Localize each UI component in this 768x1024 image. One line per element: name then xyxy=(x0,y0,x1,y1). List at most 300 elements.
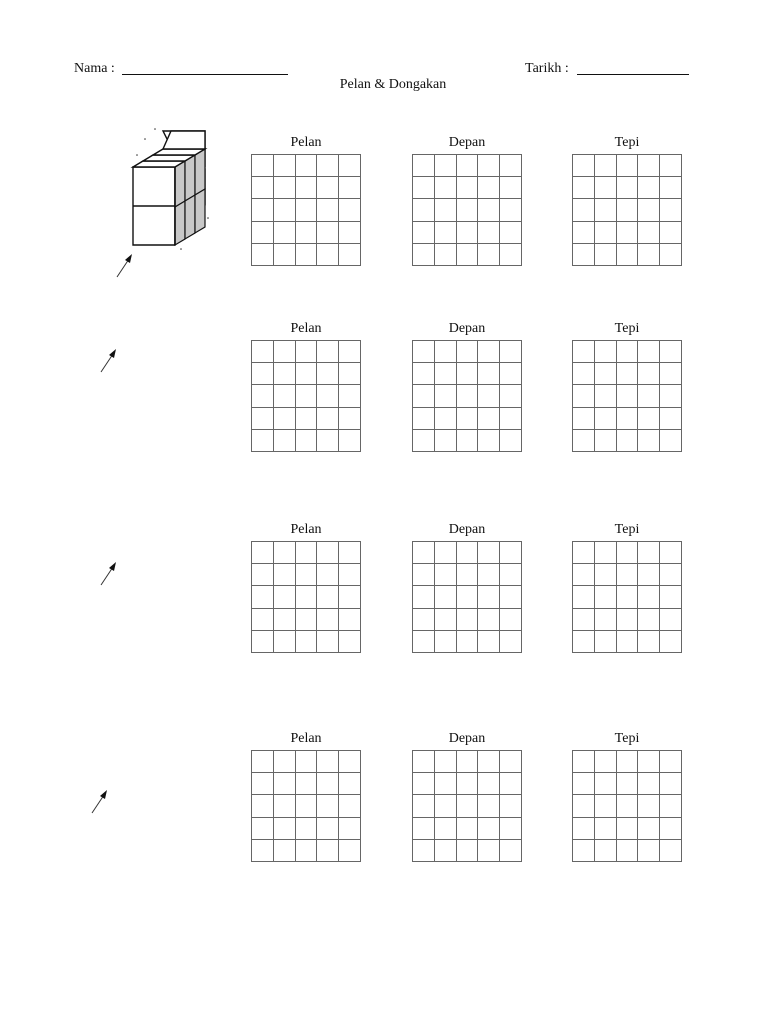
grid-cell[interactable] xyxy=(274,363,296,385)
grid-cell[interactable] xyxy=(457,155,479,177)
grid-cell[interactable] xyxy=(573,751,595,773)
grid-cell[interactable] xyxy=(435,244,457,266)
grid-cell[interactable] xyxy=(274,341,296,363)
grid-cell[interactable] xyxy=(457,341,479,363)
grid-cell[interactable] xyxy=(595,609,617,631)
grid-cell[interactable] xyxy=(339,408,361,430)
grid-cell[interactable] xyxy=(617,385,639,407)
grid-cell[interactable] xyxy=(638,818,660,840)
grid-cell[interactable] xyxy=(413,363,435,385)
grid-cell[interactable] xyxy=(457,586,479,608)
grid-depan[interactable] xyxy=(412,541,522,653)
grid-cell[interactable] xyxy=(617,222,639,244)
grid-cell[interactable] xyxy=(296,795,318,817)
grid-cell[interactable] xyxy=(274,773,296,795)
grid-cell[interactable] xyxy=(457,363,479,385)
grid-cell[interactable] xyxy=(638,586,660,608)
grid-cell[interactable] xyxy=(252,430,274,452)
grid-cell[interactable] xyxy=(595,430,617,452)
grid-cell[interactable] xyxy=(296,199,318,221)
grid-cell[interactable] xyxy=(252,155,274,177)
grid-cell[interactable] xyxy=(457,408,479,430)
grid-cell[interactable] xyxy=(274,818,296,840)
grid-cell[interactable] xyxy=(252,795,274,817)
grid-cell[interactable] xyxy=(595,244,617,266)
grid-cell[interactable] xyxy=(573,222,595,244)
grid-cell[interactable] xyxy=(660,177,682,199)
grid-cell[interactable] xyxy=(638,773,660,795)
grid-cell[interactable] xyxy=(274,177,296,199)
grid-cell[interactable] xyxy=(638,564,660,586)
grid-cell[interactable] xyxy=(478,586,500,608)
grid-cell[interactable] xyxy=(413,341,435,363)
grid-cell[interactable] xyxy=(296,542,318,564)
grid-cell[interactable] xyxy=(478,795,500,817)
grid-cell[interactable] xyxy=(500,542,522,564)
grid-cell[interactable] xyxy=(595,199,617,221)
grid-cell[interactable] xyxy=(660,408,682,430)
grid-cell[interactable] xyxy=(296,609,318,631)
grid-cell[interactable] xyxy=(595,564,617,586)
grid-cell[interactable] xyxy=(638,430,660,452)
grid-cell[interactable] xyxy=(638,341,660,363)
grid-cell[interactable] xyxy=(595,363,617,385)
grid-cell[interactable] xyxy=(339,155,361,177)
grid-pelan[interactable] xyxy=(251,541,361,653)
grid-cell[interactable] xyxy=(339,840,361,862)
grid-tepi[interactable] xyxy=(572,750,682,862)
grid-cell[interactable] xyxy=(500,385,522,407)
grid-cell[interactable] xyxy=(435,631,457,653)
grid-cell[interactable] xyxy=(500,751,522,773)
grid-cell[interactable] xyxy=(478,363,500,385)
grid-cell[interactable] xyxy=(413,430,435,452)
grid-cell[interactable] xyxy=(296,363,318,385)
grid-cell[interactable] xyxy=(252,564,274,586)
grid-cell[interactable] xyxy=(500,430,522,452)
grid-cell[interactable] xyxy=(317,177,339,199)
grid-cell[interactable] xyxy=(478,244,500,266)
grid-cell[interactable] xyxy=(595,542,617,564)
grid-cell[interactable] xyxy=(478,385,500,407)
grid-cell[interactable] xyxy=(638,199,660,221)
grid-cell[interactable] xyxy=(252,244,274,266)
grid-cell[interactable] xyxy=(457,773,479,795)
grid-cell[interactable] xyxy=(413,222,435,244)
grid-cell[interactable] xyxy=(413,244,435,266)
grid-cell[interactable] xyxy=(339,586,361,608)
grid-cell[interactable] xyxy=(252,385,274,407)
grid-cell[interactable] xyxy=(638,222,660,244)
grid-cell[interactable] xyxy=(573,430,595,452)
grid-cell[interactable] xyxy=(660,564,682,586)
grid-cell[interactable] xyxy=(339,751,361,773)
grid-cell[interactable] xyxy=(457,564,479,586)
grid-cell[interactable] xyxy=(638,795,660,817)
grid-cell[interactable] xyxy=(660,363,682,385)
grid-cell[interactable] xyxy=(457,818,479,840)
grid-cell[interactable] xyxy=(296,341,318,363)
grid-cell[interactable] xyxy=(595,818,617,840)
grid-cell[interactable] xyxy=(660,155,682,177)
grid-cell[interactable] xyxy=(660,199,682,221)
grid-cell[interactable] xyxy=(617,586,639,608)
grid-cell[interactable] xyxy=(339,363,361,385)
grid-cell[interactable] xyxy=(457,177,479,199)
grid-cell[interactable] xyxy=(317,795,339,817)
grid-cell[interactable] xyxy=(573,818,595,840)
grid-cell[interactable] xyxy=(617,840,639,862)
grid-cell[interactable] xyxy=(252,341,274,363)
grid-pelan[interactable] xyxy=(251,340,361,452)
grid-cell[interactable] xyxy=(638,840,660,862)
grid-cell[interactable] xyxy=(478,341,500,363)
grid-cell[interactable] xyxy=(500,586,522,608)
grid-pelan[interactable] xyxy=(251,154,361,266)
grid-cell[interactable] xyxy=(274,586,296,608)
grid-cell[interactable] xyxy=(573,586,595,608)
grid-cell[interactable] xyxy=(252,177,274,199)
grid-cell[interactable] xyxy=(435,155,457,177)
grid-cell[interactable] xyxy=(500,177,522,199)
grid-cell[interactable] xyxy=(595,751,617,773)
grid-cell[interactable] xyxy=(595,773,617,795)
grid-cell[interactable] xyxy=(296,586,318,608)
grid-cell[interactable] xyxy=(573,199,595,221)
grid-cell[interactable] xyxy=(617,177,639,199)
grid-cell[interactable] xyxy=(252,631,274,653)
grid-cell[interactable] xyxy=(457,542,479,564)
grid-cell[interactable] xyxy=(478,818,500,840)
grid-cell[interactable] xyxy=(317,385,339,407)
grid-cell[interactable] xyxy=(274,244,296,266)
grid-tepi[interactable] xyxy=(572,340,682,452)
grid-cell[interactable] xyxy=(413,773,435,795)
grid-cell[interactable] xyxy=(660,795,682,817)
grid-cell[interactable] xyxy=(317,631,339,653)
grid-cell[interactable] xyxy=(573,795,595,817)
grid-cell[interactable] xyxy=(413,177,435,199)
grid-cell[interactable] xyxy=(478,751,500,773)
grid-cell[interactable] xyxy=(573,542,595,564)
grid-cell[interactable] xyxy=(478,773,500,795)
grid-cell[interactable] xyxy=(317,818,339,840)
grid-cell[interactable] xyxy=(296,818,318,840)
grid-cell[interactable] xyxy=(252,222,274,244)
grid-cell[interactable] xyxy=(660,751,682,773)
grid-cell[interactable] xyxy=(638,363,660,385)
grid-cell[interactable] xyxy=(617,542,639,564)
grid-cell[interactable] xyxy=(274,155,296,177)
grid-cell[interactable] xyxy=(274,609,296,631)
grid-cell[interactable] xyxy=(413,818,435,840)
grid-cell[interactable] xyxy=(317,430,339,452)
grid-cell[interactable] xyxy=(413,199,435,221)
grid-cell[interactable] xyxy=(617,609,639,631)
grid-cell[interactable] xyxy=(660,773,682,795)
grid-cell[interactable] xyxy=(617,244,639,266)
grid-cell[interactable] xyxy=(478,408,500,430)
grid-cell[interactable] xyxy=(252,586,274,608)
grid-cell[interactable] xyxy=(617,773,639,795)
grid-pelan[interactable] xyxy=(251,750,361,862)
grid-cell[interactable] xyxy=(339,542,361,564)
grid-cell[interactable] xyxy=(500,609,522,631)
grid-cell[interactable] xyxy=(274,408,296,430)
grid-cell[interactable] xyxy=(413,840,435,862)
grid-cell[interactable] xyxy=(660,222,682,244)
grid-cell[interactable] xyxy=(413,564,435,586)
grid-cell[interactable] xyxy=(413,385,435,407)
grid-cell[interactable] xyxy=(317,244,339,266)
grid-cell[interactable] xyxy=(500,341,522,363)
grid-cell[interactable] xyxy=(500,631,522,653)
grid-cell[interactable] xyxy=(457,222,479,244)
grid-cell[interactable] xyxy=(500,155,522,177)
grid-cell[interactable] xyxy=(296,773,318,795)
grid-cell[interactable] xyxy=(252,199,274,221)
grid-cell[interactable] xyxy=(296,385,318,407)
grid-cell[interactable] xyxy=(638,408,660,430)
grid-cell[interactable] xyxy=(296,840,318,862)
grid-cell[interactable] xyxy=(638,609,660,631)
grid-cell[interactable] xyxy=(274,222,296,244)
grid-cell[interactable] xyxy=(617,363,639,385)
grid-cell[interactable] xyxy=(595,631,617,653)
grid-cell[interactable] xyxy=(500,564,522,586)
grid-cell[interactable] xyxy=(573,244,595,266)
grid-cell[interactable] xyxy=(573,609,595,631)
grid-cell[interactable] xyxy=(435,341,457,363)
grid-cell[interactable] xyxy=(296,564,318,586)
grid-cell[interactable] xyxy=(317,155,339,177)
grid-cell[interactable] xyxy=(660,385,682,407)
grid-cell[interactable] xyxy=(252,840,274,862)
grid-cell[interactable] xyxy=(573,773,595,795)
grid-cell[interactable] xyxy=(435,818,457,840)
grid-cell[interactable] xyxy=(274,564,296,586)
grid-cell[interactable] xyxy=(660,631,682,653)
grid-cell[interactable] xyxy=(573,177,595,199)
grid-cell[interactable] xyxy=(500,363,522,385)
grid-cell[interactable] xyxy=(435,430,457,452)
grid-depan[interactable] xyxy=(412,340,522,452)
grid-cell[interactable] xyxy=(339,177,361,199)
grid-cell[interactable] xyxy=(617,408,639,430)
grid-cell[interactable] xyxy=(638,385,660,407)
grid-cell[interactable] xyxy=(573,631,595,653)
grid-cell[interactable] xyxy=(595,155,617,177)
grid-cell[interactable] xyxy=(317,751,339,773)
grid-cell[interactable] xyxy=(500,244,522,266)
grid-cell[interactable] xyxy=(435,751,457,773)
grid-cell[interactable] xyxy=(457,631,479,653)
grid-cell[interactable] xyxy=(317,609,339,631)
grid-cell[interactable] xyxy=(500,795,522,817)
grid-cell[interactable] xyxy=(317,341,339,363)
grid-cell[interactable] xyxy=(478,542,500,564)
grid-cell[interactable] xyxy=(617,631,639,653)
grid-cell[interactable] xyxy=(595,222,617,244)
grid-cell[interactable] xyxy=(252,818,274,840)
grid-cell[interactable] xyxy=(478,564,500,586)
date-field[interactable] xyxy=(577,74,689,75)
grid-cell[interactable] xyxy=(435,586,457,608)
grid-cell[interactable] xyxy=(317,199,339,221)
grid-cell[interactable] xyxy=(413,795,435,817)
grid-cell[interactable] xyxy=(435,564,457,586)
grid-cell[interactable] xyxy=(595,586,617,608)
grid-cell[interactable] xyxy=(660,586,682,608)
grid-depan[interactable] xyxy=(412,750,522,862)
grid-cell[interactable] xyxy=(573,564,595,586)
grid-cell[interactable] xyxy=(413,751,435,773)
grid-cell[interactable] xyxy=(573,840,595,862)
grid-cell[interactable] xyxy=(296,430,318,452)
grid-cell[interactable] xyxy=(413,609,435,631)
grid-cell[interactable] xyxy=(478,155,500,177)
grid-cell[interactable] xyxy=(252,773,274,795)
grid-cell[interactable] xyxy=(435,542,457,564)
grid-cell[interactable] xyxy=(573,363,595,385)
grid-depan[interactable] xyxy=(412,154,522,266)
grid-cell[interactable] xyxy=(274,385,296,407)
grid-cell[interactable] xyxy=(617,199,639,221)
grid-cell[interactable] xyxy=(478,631,500,653)
grid-tepi[interactable] xyxy=(572,154,682,266)
grid-cell[interactable] xyxy=(573,341,595,363)
grid-cell[interactable] xyxy=(435,222,457,244)
grid-cell[interactable] xyxy=(274,751,296,773)
grid-cell[interactable] xyxy=(317,542,339,564)
grid-cell[interactable] xyxy=(660,244,682,266)
grid-tepi[interactable] xyxy=(572,541,682,653)
grid-cell[interactable] xyxy=(500,773,522,795)
grid-cell[interactable] xyxy=(296,155,318,177)
grid-cell[interactable] xyxy=(435,385,457,407)
grid-cell[interactable] xyxy=(500,408,522,430)
grid-cell[interactable] xyxy=(317,840,339,862)
grid-cell[interactable] xyxy=(339,795,361,817)
grid-cell[interactable] xyxy=(339,199,361,221)
grid-cell[interactable] xyxy=(457,430,479,452)
grid-cell[interactable] xyxy=(617,155,639,177)
grid-cell[interactable] xyxy=(339,385,361,407)
grid-cell[interactable] xyxy=(660,609,682,631)
grid-cell[interactable] xyxy=(573,155,595,177)
grid-cell[interactable] xyxy=(660,430,682,452)
grid-cell[interactable] xyxy=(317,586,339,608)
grid-cell[interactable] xyxy=(457,751,479,773)
grid-cell[interactable] xyxy=(339,222,361,244)
grid-cell[interactable] xyxy=(413,408,435,430)
grid-cell[interactable] xyxy=(274,542,296,564)
grid-cell[interactable] xyxy=(457,609,479,631)
grid-cell[interactable] xyxy=(317,773,339,795)
grid-cell[interactable] xyxy=(660,542,682,564)
grid-cell[interactable] xyxy=(638,155,660,177)
grid-cell[interactable] xyxy=(435,609,457,631)
grid-cell[interactable] xyxy=(573,385,595,407)
grid-cell[interactable] xyxy=(274,840,296,862)
grid-cell[interactable] xyxy=(435,773,457,795)
grid-cell[interactable] xyxy=(435,363,457,385)
grid-cell[interactable] xyxy=(252,542,274,564)
grid-cell[interactable] xyxy=(595,385,617,407)
grid-cell[interactable] xyxy=(339,341,361,363)
grid-cell[interactable] xyxy=(435,840,457,862)
grid-cell[interactable] xyxy=(317,408,339,430)
grid-cell[interactable] xyxy=(296,408,318,430)
grid-cell[interactable] xyxy=(478,177,500,199)
grid-cell[interactable] xyxy=(317,363,339,385)
grid-cell[interactable] xyxy=(296,177,318,199)
grid-cell[interactable] xyxy=(413,631,435,653)
grid-cell[interactable] xyxy=(617,751,639,773)
grid-cell[interactable] xyxy=(339,773,361,795)
grid-cell[interactable] xyxy=(500,818,522,840)
grid-cell[interactable] xyxy=(457,244,479,266)
grid-cell[interactable] xyxy=(573,408,595,430)
grid-cell[interactable] xyxy=(296,222,318,244)
grid-cell[interactable] xyxy=(638,177,660,199)
grid-cell[interactable] xyxy=(500,840,522,862)
grid-cell[interactable] xyxy=(660,818,682,840)
grid-cell[interactable] xyxy=(457,385,479,407)
grid-cell[interactable] xyxy=(252,408,274,430)
grid-cell[interactable] xyxy=(638,631,660,653)
grid-cell[interactable] xyxy=(500,199,522,221)
grid-cell[interactable] xyxy=(339,430,361,452)
grid-cell[interactable] xyxy=(660,341,682,363)
grid-cell[interactable] xyxy=(660,840,682,862)
grid-cell[interactable] xyxy=(435,199,457,221)
grid-cell[interactable] xyxy=(638,751,660,773)
grid-cell[interactable] xyxy=(617,341,639,363)
grid-cell[interactable] xyxy=(595,795,617,817)
grid-cell[interactable] xyxy=(595,341,617,363)
grid-cell[interactable] xyxy=(317,222,339,244)
grid-cell[interactable] xyxy=(413,155,435,177)
grid-cell[interactable] xyxy=(296,751,318,773)
grid-cell[interactable] xyxy=(457,199,479,221)
grid-cell[interactable] xyxy=(252,609,274,631)
grid-cell[interactable] xyxy=(413,542,435,564)
grid-cell[interactable] xyxy=(595,840,617,862)
grid-cell[interactable] xyxy=(617,818,639,840)
grid-cell[interactable] xyxy=(296,244,318,266)
grid-cell[interactable] xyxy=(617,564,639,586)
grid-cell[interactable] xyxy=(435,408,457,430)
grid-cell[interactable] xyxy=(274,631,296,653)
grid-cell[interactable] xyxy=(339,631,361,653)
grid-cell[interactable] xyxy=(339,244,361,266)
grid-cell[interactable] xyxy=(638,542,660,564)
grid-cell[interactable] xyxy=(296,631,318,653)
grid-cell[interactable] xyxy=(478,199,500,221)
grid-cell[interactable] xyxy=(638,244,660,266)
grid-cell[interactable] xyxy=(457,795,479,817)
grid-cell[interactable] xyxy=(478,609,500,631)
grid-cell[interactable] xyxy=(274,430,296,452)
grid-cell[interactable] xyxy=(317,564,339,586)
grid-cell[interactable] xyxy=(500,222,522,244)
grid-cell[interactable] xyxy=(252,751,274,773)
grid-cell[interactable] xyxy=(435,795,457,817)
grid-cell[interactable] xyxy=(274,795,296,817)
grid-cell[interactable] xyxy=(252,363,274,385)
grid-cell[interactable] xyxy=(478,222,500,244)
